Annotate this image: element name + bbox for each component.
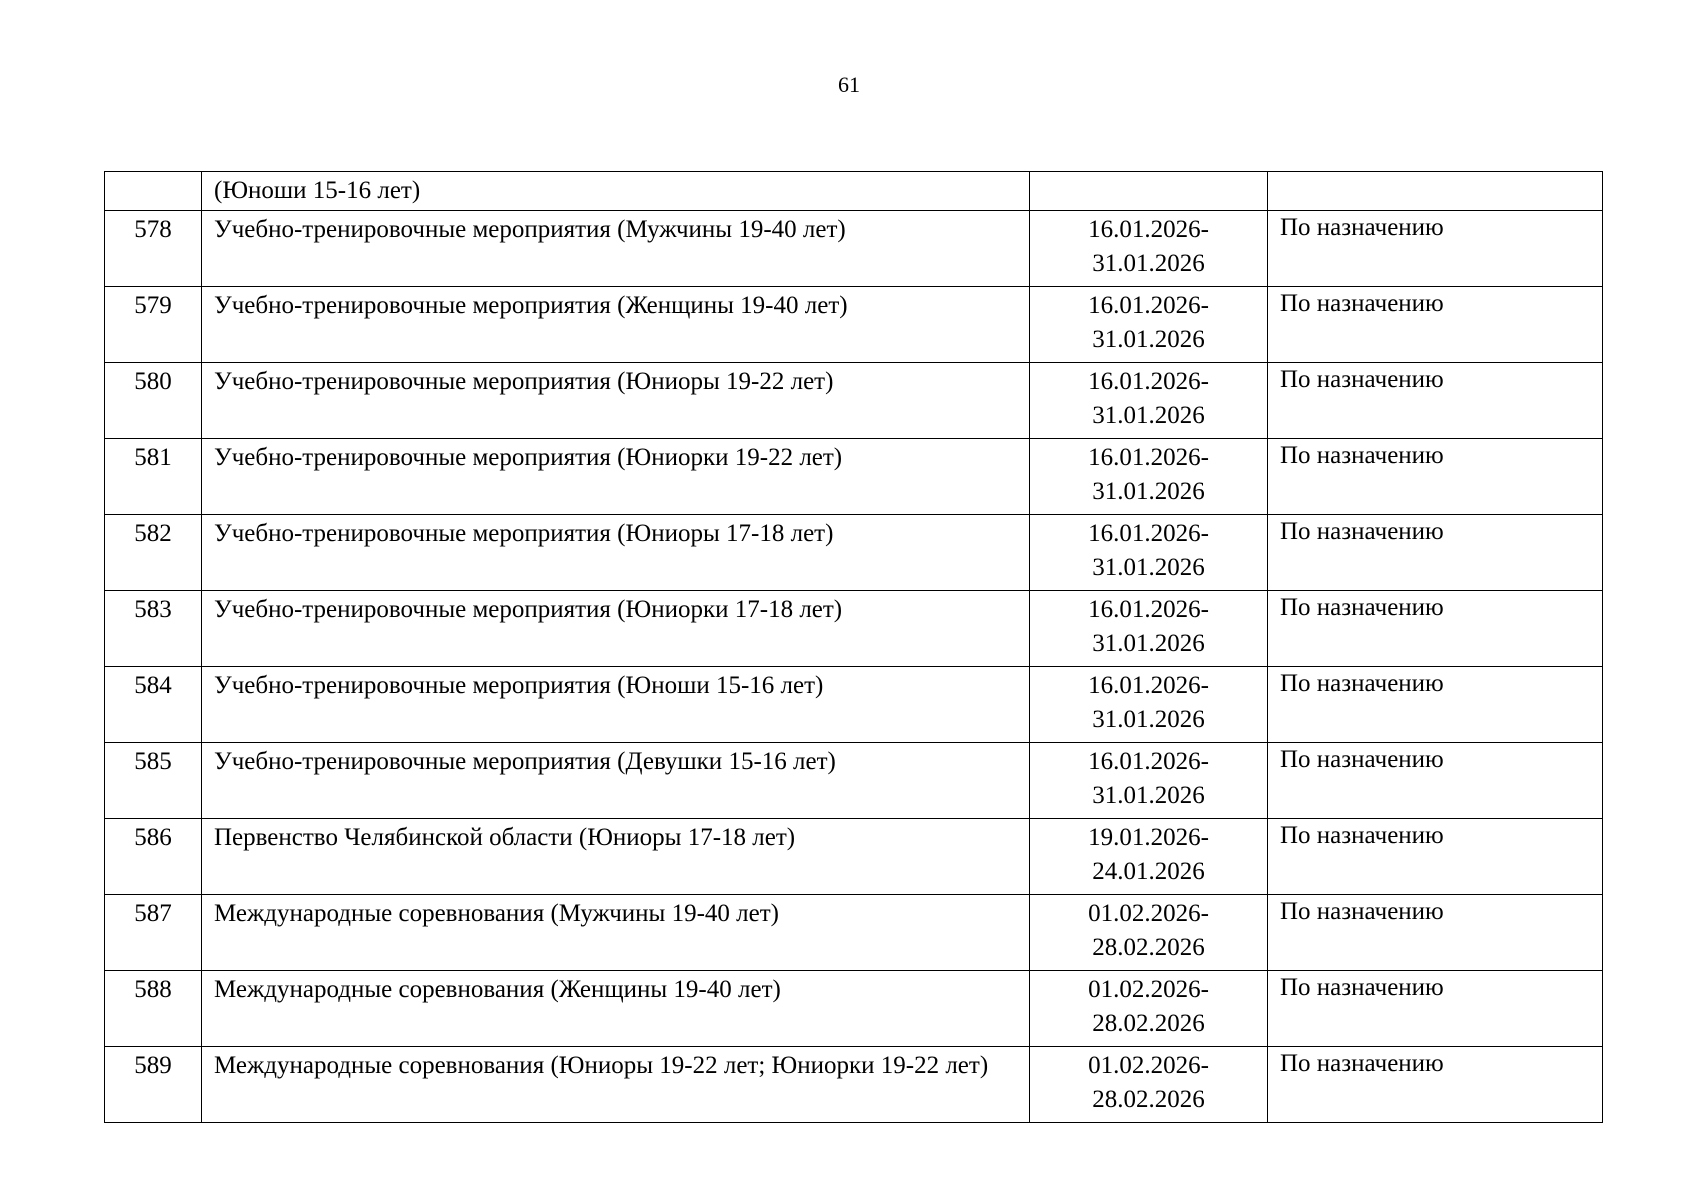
event-dates: [1030, 667, 1268, 743]
event-name: Учебно-тренировочные мероприятия (Юноши 15-16 лет): [202, 667, 1030, 743]
row-number: 585: [105, 743, 202, 819]
date-start: 16.01.2026-: [1088, 444, 1209, 471]
event-dates: [1030, 591, 1268, 667]
date-start: 16.01.2026-: [1088, 520, 1209, 547]
table-row: [105, 971, 1603, 1047]
date-start: 16.01.2026-: [1088, 292, 1209, 319]
date-end: 31.01.2026: [1092, 782, 1205, 809]
date-end: 31.01.2026: [1092, 706, 1205, 733]
event-name: Учебно-тренировочные мероприятия (Мужчины 19-40 лет): [202, 211, 1030, 287]
event-name: Учебно-тренировочные мероприятия (Юниорки 19-22 лет): [202, 439, 1030, 515]
date-start: 16.01.2026-: [1088, 672, 1209, 699]
row-number: 586: [105, 819, 202, 895]
row-number: 579: [105, 287, 202, 363]
event-place: По назначению: [1268, 363, 1603, 439]
event-dates: [1030, 515, 1268, 591]
table-row: [105, 591, 1603, 667]
row-number: 589: [105, 1047, 202, 1123]
event-place: По назначению: [1268, 1047, 1603, 1123]
row-number: 578: [105, 211, 202, 287]
row-number: 583: [105, 591, 202, 667]
event-name: Учебно-тренировочные мероприятия (Юниоры 19-22 лет): [202, 363, 1030, 439]
date-end: 28.02.2026: [1092, 934, 1205, 961]
event-place: По назначению: [1268, 971, 1603, 1047]
date-start: 16.01.2026-: [1088, 596, 1209, 623]
event-place: [1268, 172, 1603, 211]
date-start: 16.01.2026-: [1088, 216, 1209, 243]
event-place: По назначению: [1268, 439, 1603, 515]
date-end: 31.01.2026: [1092, 478, 1205, 505]
date-end: 31.01.2026: [1092, 554, 1205, 581]
page-number: 61: [838, 72, 860, 97]
event-name: Международные соревнования (Мужчины 19-40 лет): [202, 895, 1030, 971]
table-row: [105, 667, 1603, 743]
event-name: Учебно-тренировочные мероприятия (Женщины 19-40 лет): [202, 287, 1030, 363]
event-dates: [1030, 971, 1268, 1047]
date-end: 28.02.2026: [1092, 1010, 1205, 1037]
date-start: 01.02.2026-: [1088, 1052, 1209, 1079]
date-start: 16.01.2026-: [1088, 748, 1209, 775]
date-start: 19.01.2026-: [1088, 824, 1209, 851]
event-place: По назначению: [1268, 895, 1603, 971]
event-place: По назначению: [1268, 819, 1603, 895]
row-number: 581: [105, 439, 202, 515]
table-row: [105, 1047, 1603, 1123]
date-start: 01.02.2026-: [1088, 900, 1209, 927]
event-place: По назначению: [1268, 591, 1603, 667]
row-number: 588: [105, 971, 202, 1047]
date-end: 31.01.2026: [1092, 326, 1205, 353]
date-start: 01.02.2026-: [1088, 976, 1209, 1003]
event-name: Учебно-тренировочные мероприятия (Юниоры 17-18 лет): [202, 515, 1030, 591]
event-name: Международные соревнования (Юниоры 19-22 лет; Юниорки 19-22 лет): [202, 1047, 1030, 1123]
event-dates: [1030, 439, 1268, 515]
row-number: 584: [105, 667, 202, 743]
table-row: [105, 743, 1603, 819]
row-number: [105, 172, 202, 211]
event-name: (Юноши 15-16 лет): [202, 172, 1030, 211]
date-end: 24.01.2026: [1092, 858, 1205, 885]
event-dates: [1030, 895, 1268, 971]
event-dates: [1030, 819, 1268, 895]
continuation-row: [105, 172, 1603, 211]
events-table: [104, 171, 1603, 1123]
date-start: 16.01.2026-: [1088, 368, 1209, 395]
table-row: [105, 363, 1603, 439]
date-end: 31.01.2026: [1092, 630, 1205, 657]
event-place: По назначению: [1268, 211, 1603, 287]
event-place: По назначению: [1268, 515, 1603, 591]
event-dates: [1030, 287, 1268, 363]
event-dates: [1030, 1047, 1268, 1123]
event-dates: [1030, 172, 1268, 211]
event-name: Учебно-тренировочные мероприятия (Юниорки 17-18 лет): [202, 591, 1030, 667]
row-number: 580: [105, 363, 202, 439]
event-place: По назначению: [1268, 287, 1603, 363]
event-name: Международные соревнования (Женщины 19-40 лет): [202, 971, 1030, 1047]
date-end: 28.02.2026: [1092, 1086, 1205, 1113]
event-place: По назначению: [1268, 743, 1603, 819]
event-name: Учебно-тренировочные мероприятия (Девушки 15-16 лет): [202, 743, 1030, 819]
event-name: Первенство Челябинской области (Юниоры 17-18 лет): [202, 819, 1030, 895]
row-number: 587: [105, 895, 202, 971]
row-number: 582: [105, 515, 202, 591]
date-end: 31.01.2026: [1092, 250, 1205, 277]
events-table-body: [105, 172, 1603, 1123]
table-row: [105, 819, 1603, 895]
table-row: [105, 211, 1603, 287]
date-end: 31.01.2026: [1092, 402, 1205, 429]
table-row: [105, 895, 1603, 971]
table-row: [105, 287, 1603, 363]
event-dates: [1030, 363, 1268, 439]
table-row: [105, 439, 1603, 515]
event-place: По назначению: [1268, 667, 1603, 743]
event-dates: [1030, 743, 1268, 819]
event-dates: [1030, 211, 1268, 287]
table-row: [105, 515, 1603, 591]
